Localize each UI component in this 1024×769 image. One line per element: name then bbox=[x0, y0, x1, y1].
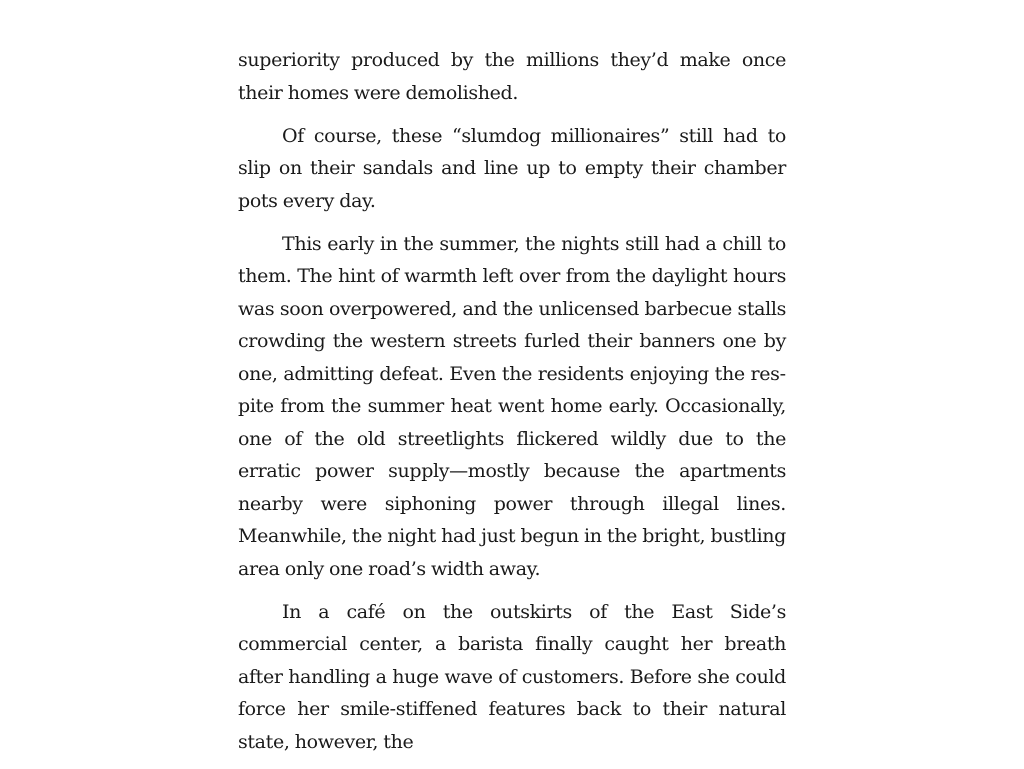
paragraph-continuation: superiority produced by the millions they’d make once their homes were demolished. bbox=[238, 49, 786, 104]
page-text bbox=[238, 44, 786, 769]
paragraph-summer-night: This early in the summer, the nights still had a chill to them. The hint of warmth left over from the daylight hours was soon overpowered, and the unlicensed barbecue stalls crowding the western streets furled their banners one by one, admitting defeat. Even the residents enjoying the respite from the summer heat went home early. Occasionally, one of the old streetlights flickered wildly due to the erratic power supply—mostly because the apartments nearby were siphoning power through illegal lines. Meanwhile, the night had just begun in the bright, bustling area only one road’s width away. bbox=[238, 232, 786, 580]
paragraph-slumdog: Of course, these “slumdog millionaires” still had to slip on their sandals and line up to empty their chamber pots every day. bbox=[238, 124, 786, 212]
paragraph-cafe: In a café on the outskirts of the East Side’s commercial center, a barista finally caught her breath after handling a huge wave of customers. Before she could force her smile-stiffened features back to their natural state, however, the bbox=[238, 600, 786, 753]
